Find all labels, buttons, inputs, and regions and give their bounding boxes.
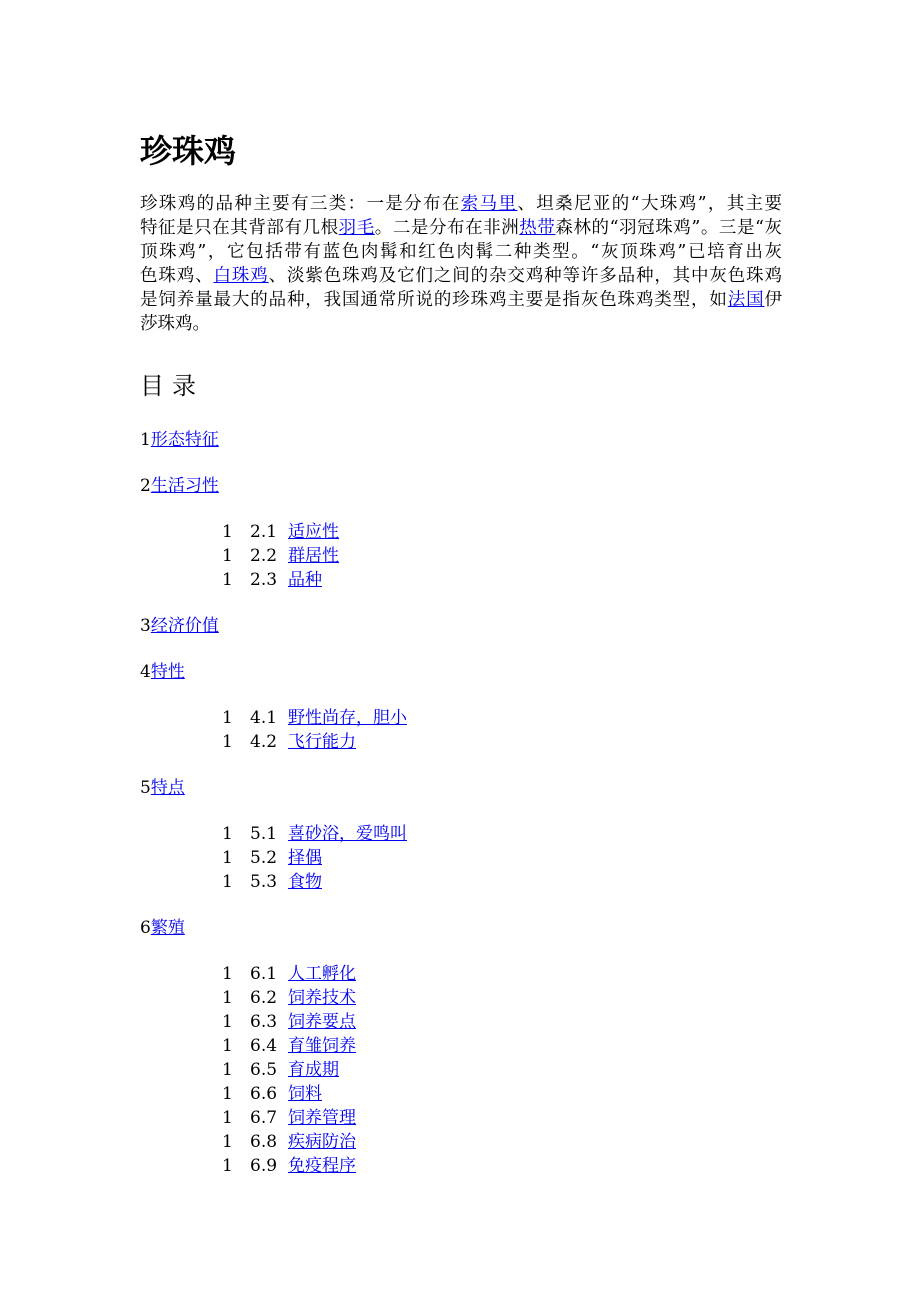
bullet-marker: 1 xyxy=(222,546,233,566)
toc-subitem xyxy=(140,1010,407,1034)
paragraph-line xyxy=(140,216,782,240)
bullet-marker: 1 xyxy=(222,964,233,984)
paragraph-text: 珍珠鸡的品种主要有三类：一是分布在 xyxy=(140,194,461,214)
toc-subitem xyxy=(140,1154,407,1178)
toc-link[interactable]: 生活习性 xyxy=(150,476,219,496)
toc-item xyxy=(140,776,407,800)
inline-link[interactable]: 热带 xyxy=(519,218,556,238)
toc-subnumber: 6.1 xyxy=(250,964,278,984)
toc-sublink[interactable]: 择偶 xyxy=(288,848,322,868)
toc-link[interactable]: 特点 xyxy=(150,778,185,798)
toc-item xyxy=(140,916,407,940)
spacer xyxy=(140,800,407,822)
paragraph-text: 顶珠鸡”，它包括带有蓝色肉髯和红色肉髯二种类型。“灰顶珠鸡”已培育出灰 xyxy=(140,242,782,262)
paragraph-line xyxy=(140,288,782,312)
paragraph-line xyxy=(140,312,782,336)
paragraph-text: 。二是分布在非洲 xyxy=(374,218,520,238)
bullet-marker: 1 xyxy=(222,1084,233,1104)
bullet-marker: 1 xyxy=(222,824,233,844)
toc-subitem xyxy=(140,846,407,870)
toc-sublink[interactable]: 饲养要点 xyxy=(288,1012,356,1032)
spacer xyxy=(140,498,407,520)
inline-link[interactable]: 白珠鸡 xyxy=(213,266,269,286)
toc-subnumber: 6.3 xyxy=(250,1012,278,1032)
toc-subnumber: 6.7 xyxy=(250,1108,278,1128)
spacer xyxy=(140,940,407,962)
toc-sublink[interactable]: 免疫程序 xyxy=(288,1156,356,1176)
bullet-marker: 1 xyxy=(222,732,233,752)
toc-subnumber: 4.1 xyxy=(250,708,278,728)
bullet-marker: 1 xyxy=(222,570,233,590)
paragraph-text: 森林的“羽冠珠鸡”。三是“灰 xyxy=(555,218,783,238)
toc-sublink[interactable]: 育成期 xyxy=(288,1060,339,1080)
toc-subnumber: 6.4 xyxy=(250,1036,278,1056)
paragraph-text: 特征是只在其背部有几根 xyxy=(140,218,339,238)
spacer xyxy=(140,638,407,660)
inline-link[interactable]: 法国 xyxy=(727,290,765,310)
intro-paragraph xyxy=(140,192,782,336)
toc-link[interactable]: 形态特征 xyxy=(150,430,219,450)
spacer xyxy=(140,1178,407,1200)
bullet-marker: 1 xyxy=(222,848,233,868)
paragraph-line xyxy=(140,240,782,264)
toc-subnumber: 6.9 xyxy=(250,1156,278,1176)
toc-link[interactable]: 特性 xyxy=(150,662,185,682)
toc-subitem xyxy=(140,706,407,730)
toc-subnumber: 4.2 xyxy=(250,732,278,752)
toc-subnumber: 2.3 xyxy=(250,570,278,590)
paragraph-text: 、坦桑尼亚的“大珠鸡”，其主要 xyxy=(517,194,782,214)
toc-item xyxy=(140,474,407,498)
toc-sublink[interactable]: 饲料 xyxy=(288,1084,322,1104)
bullet-marker: 1 xyxy=(222,1060,233,1080)
toc-subitem xyxy=(140,520,407,544)
toc-subnumber: 2.2 xyxy=(250,546,278,566)
toc-subnumber: 5.2 xyxy=(250,848,278,868)
toc-subitem xyxy=(140,730,407,754)
bullet-marker: 1 xyxy=(222,1108,233,1128)
toc-subitem xyxy=(140,822,407,846)
toc-number: 1 xyxy=(140,430,151,450)
bullet-marker: 1 xyxy=(222,872,233,892)
spacer xyxy=(140,452,407,474)
toc-sublink[interactable]: 食物 xyxy=(288,872,322,892)
toc-subnumber: 5.3 xyxy=(250,872,278,892)
toc-sublink[interactable]: 野性尚存，胆小 xyxy=(288,708,407,728)
toc-link[interactable]: 经济价值 xyxy=(150,616,219,636)
toc-subitem xyxy=(140,870,407,894)
paragraph-text: 莎珠鸡。 xyxy=(140,314,210,334)
bullet-marker: 1 xyxy=(222,1156,233,1176)
toc-subnumber: 6.2 xyxy=(250,988,278,1008)
toc-number: 2 xyxy=(140,476,151,496)
inline-link[interactable]: 羽毛 xyxy=(338,218,375,238)
toc-sublink[interactable]: 飞行能力 xyxy=(288,732,356,752)
toc-sublink[interactable]: 育雏饲养 xyxy=(288,1036,356,1056)
toc-number: 3 xyxy=(140,616,151,636)
bullet-marker: 1 xyxy=(222,522,233,542)
toc-sublink[interactable]: 喜砂浴，爱鸣叫 xyxy=(288,824,407,844)
toc-subitem xyxy=(140,1106,407,1130)
toc-number: 4 xyxy=(140,662,151,682)
toc-subitem xyxy=(140,1034,407,1058)
inline-link[interactable]: 索马里 xyxy=(460,194,518,214)
paragraph-line xyxy=(140,264,782,288)
toc-sublink[interactable]: 人工孵化 xyxy=(288,964,356,984)
toc-subitem xyxy=(140,1130,407,1154)
toc-item xyxy=(140,614,407,638)
bullet-marker: 1 xyxy=(222,1012,233,1032)
spacer xyxy=(140,894,407,916)
bullet-marker: 1 xyxy=(222,988,233,1008)
toc-subitem xyxy=(140,544,407,568)
paragraph-text: 是饲养量最大的品种，我国通常所说的珍珠鸡主要是指灰色珠鸡类型，如 xyxy=(140,290,728,310)
paragraph-text: 伊 xyxy=(764,290,783,310)
toc-subitem xyxy=(140,568,407,592)
toc-link[interactable]: 繁殖 xyxy=(150,918,185,938)
paragraph-line xyxy=(140,192,782,216)
page-title: 珍珠鸡 xyxy=(140,132,237,170)
bullet-marker: 1 xyxy=(222,1132,233,1152)
toc-sublink[interactable]: 疾病防治 xyxy=(288,1132,356,1152)
toc-number: 5 xyxy=(140,778,151,798)
bullet-marker: 1 xyxy=(222,1036,233,1056)
toc-subitem xyxy=(140,1082,407,1106)
toc-item xyxy=(140,428,407,452)
spacer xyxy=(140,592,407,614)
toc-number: 6 xyxy=(140,918,151,938)
toc-heading: 目录 xyxy=(140,372,204,400)
toc-sublink[interactable]: 饲养管理 xyxy=(288,1108,356,1128)
paragraph-text: 色珠鸡、 xyxy=(140,266,214,286)
toc-subitem xyxy=(140,986,407,1010)
bullet-marker: 1 xyxy=(222,708,233,728)
toc-subitem xyxy=(140,1058,407,1082)
toc-subnumber: 2.1 xyxy=(250,522,278,542)
spacer xyxy=(140,684,407,706)
toc-item xyxy=(140,660,407,684)
toc-subitem xyxy=(140,962,407,986)
paragraph-text: 、淡紫色珠鸡及它们之间的杂交鸡种等许多品种，其中灰色珠鸡 xyxy=(268,266,783,286)
toc-subnumber: 6.8 xyxy=(250,1132,278,1152)
toc-subnumber: 6.6 xyxy=(250,1084,278,1104)
toc-subnumber: 5.1 xyxy=(250,824,278,844)
toc-sublink[interactable]: 品种 xyxy=(288,570,322,590)
toc-sublink[interactable]: 适应性 xyxy=(288,522,339,542)
table-of-contents xyxy=(140,428,407,1200)
toc-sublink[interactable]: 饲养技术 xyxy=(288,988,356,1008)
toc-sublink[interactable]: 群居性 xyxy=(288,546,339,566)
spacer xyxy=(140,754,407,776)
toc-subnumber: 6.5 xyxy=(250,1060,278,1080)
